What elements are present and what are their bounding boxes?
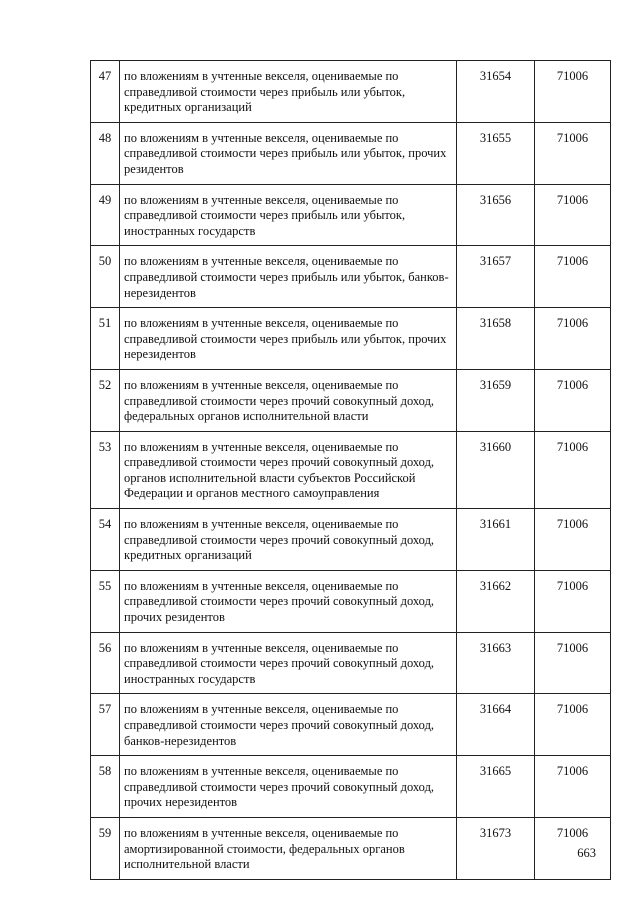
row-number: 53	[91, 431, 120, 508]
account-code: 31661	[457, 509, 535, 571]
row-description: по вложениям в учтенные векселя, оцениваемые по справедливой стоимости через прочий совокупный доход, прочих нерезидентов	[120, 756, 457, 818]
row-description: по вложениям в учтенные векселя, оцениваемые по справедливой стоимости через прибыль или убыток, банков-нерезидентов	[120, 246, 457, 308]
symbol-code: 71006	[535, 122, 611, 184]
row-number: 54	[91, 509, 120, 571]
table-row	[91, 184, 611, 246]
row-description: по вложениям в учтенные векселя, оцениваемые по справедливой стоимости через прибыль или убыток, прочих резидентов	[120, 122, 457, 184]
table-row	[91, 122, 611, 184]
table-row	[91, 632, 611, 694]
account-code: 31655	[457, 122, 535, 184]
account-code: 31658	[457, 308, 535, 370]
account-code: 31657	[457, 246, 535, 308]
accounts-table-body	[91, 61, 611, 880]
row-number: 55	[91, 570, 120, 632]
table-row	[91, 509, 611, 571]
account-code: 31656	[457, 184, 535, 246]
symbol-code: 71006	[535, 817, 611, 879]
row-description: по вложениям в учтенные векселя, оцениваемые по справедливой стоимости через прочий совокупный доход, банков-нерезидентов	[120, 694, 457, 756]
row-number: 50	[91, 246, 120, 308]
row-description: по вложениям в учтенные векселя, оцениваемые по справедливой стоимости через прочий совокупный доход, кредитных организаций	[120, 509, 457, 571]
table-row	[91, 570, 611, 632]
table-row	[91, 817, 611, 879]
symbol-code: 71006	[535, 431, 611, 508]
table-row	[91, 431, 611, 508]
symbol-code: 71006	[535, 570, 611, 632]
symbol-code: 71006	[535, 509, 611, 571]
row-description: по вложениям в учтенные векселя, оцениваемые по справедливой стоимости через прочий совокупный доход, органов исполнительной власти субъектов Российской Федерации и органов местного самоуправления	[120, 431, 457, 508]
account-code: 31664	[457, 694, 535, 756]
row-description: по вложениям в учтенные векселя, оцениваемые по справедливой стоимости через прибыль или убыток, иностранных государств	[120, 184, 457, 246]
table-row	[91, 369, 611, 431]
account-code: 31660	[457, 431, 535, 508]
symbol-code: 71006	[535, 246, 611, 308]
table-row	[91, 246, 611, 308]
table-row	[91, 756, 611, 818]
symbol-code: 71006	[535, 61, 611, 123]
row-description: по вложениям в учтенные векселя, оцениваемые по справедливой стоимости через прочий совокупный доход, федеральных органов исполнительной власти	[120, 369, 457, 431]
row-number: 49	[91, 184, 120, 246]
row-description: по вложениям в учтенные векселя, оцениваемые по справедливой стоимости через прибыль или убыток, кредитных организаций	[120, 61, 457, 123]
row-description: по вложениям в учтенные векселя, оцениваемые по справедливой стоимости через прочий совокупный доход, прочих резидентов	[120, 570, 457, 632]
symbol-code: 71006	[535, 369, 611, 431]
symbol-code: 71006	[535, 694, 611, 756]
row-description: по вложениям в учтенные векселя, оцениваемые по справедливой стоимости через прочий совокупный доход, иностранных государств	[120, 632, 457, 694]
account-code: 31673	[457, 817, 535, 879]
table-row	[91, 61, 611, 123]
accounts-table	[90, 60, 611, 880]
account-code: 31659	[457, 369, 535, 431]
table-row	[91, 694, 611, 756]
account-code: 31662	[457, 570, 535, 632]
account-code: 31663	[457, 632, 535, 694]
symbol-code: 71006	[535, 756, 611, 818]
row-number: 57	[91, 694, 120, 756]
symbol-code: 71006	[535, 184, 611, 246]
page-number: 663	[577, 846, 596, 860]
row-number: 51	[91, 308, 120, 370]
account-code: 31665	[457, 756, 535, 818]
row-number: 48	[91, 122, 120, 184]
account-code: 31654	[457, 61, 535, 123]
row-description: по вложениям в учтенные векселя, оцениваемые по справедливой стоимости через прибыль или убыток, прочих нерезидентов	[120, 308, 457, 370]
row-description: по вложениям в учтенные векселя, оцениваемые по амортизированной стоимости, федеральных органов исполнительной власти	[120, 817, 457, 879]
table-row	[91, 308, 611, 370]
row-number: 52	[91, 369, 120, 431]
symbol-code: 71006	[535, 308, 611, 370]
symbol-code: 71006	[535, 632, 611, 694]
row-number: 58	[91, 756, 120, 818]
row-number: 59	[91, 817, 120, 879]
row-number: 56	[91, 632, 120, 694]
row-number: 47	[91, 61, 120, 123]
